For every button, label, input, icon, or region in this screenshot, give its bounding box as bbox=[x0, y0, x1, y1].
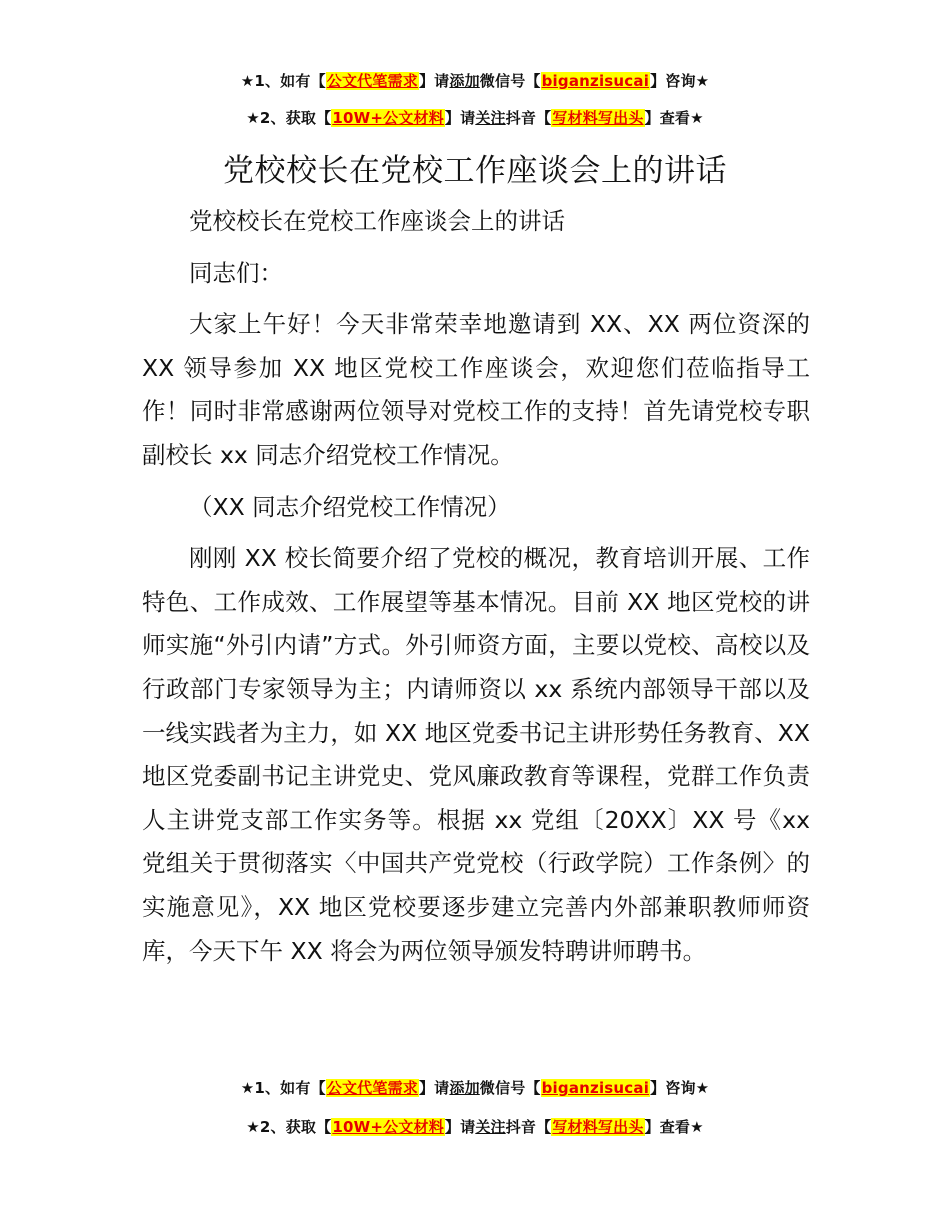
promo-highlight: 写材料写出头 bbox=[552, 1118, 644, 1136]
promo-underline: 关注 bbox=[475, 109, 506, 127]
promo-text: 】请 bbox=[418, 72, 450, 90]
promo-underline: 添加 bbox=[449, 1079, 480, 1097]
promo-line-2-bottom bbox=[0, 1116, 950, 1137]
promo-line-2-top bbox=[0, 107, 950, 128]
promo-highlight: 写材料写出头 bbox=[552, 109, 644, 127]
promo-text: 微信号【 bbox=[479, 1079, 541, 1097]
promo-highlight: biganzisucai bbox=[541, 72, 650, 90]
promo-text: ★1、如有【 bbox=[240, 1079, 326, 1097]
promo-text: 】请 bbox=[418, 1079, 450, 1097]
promo-text: ★2、获取【 bbox=[246, 109, 332, 127]
promo-text: 】查看★ bbox=[644, 1118, 704, 1136]
document-title: 党校校长在党校工作座谈会上的讲话 bbox=[223, 153, 727, 189]
promo-highlight: biganzisucai bbox=[541, 1079, 650, 1097]
promo-highlight: 10W+公文材料 bbox=[332, 109, 444, 127]
promo-text: 】咨询★ bbox=[650, 72, 710, 90]
promo-text: 微信号【 bbox=[479, 72, 541, 90]
salutation-paragraph: 同志们： bbox=[189, 258, 283, 287]
promo-text: ★2、获取【 bbox=[246, 1118, 332, 1136]
promo-highlight: 公文代笔需求 bbox=[326, 1079, 418, 1097]
promo-text: 】请 bbox=[444, 109, 476, 127]
promo-underline: 关注 bbox=[475, 1118, 506, 1136]
body-paragraph: 刚刚 XX 校长简要介绍了党校的概况，教育培训开展、工作特色、工作成效、工作展望等基本情况。目前 XX 地区党校的讲师实施“外引内请”方式。外引师资方面，主要以党校、高校以及行政部门专家领导为主；内请师资以 xx 系统内部领导干部以及一线实践者为主力，如 XX 地区党委书记主讲形势任务教育、XX 地区党委副书记主讲党史、党风廉政教育等课程，党群工作负责人主讲党支部工作实务等。根据 xx 党组〔20XX〕XX 号《xx 党组关于贯彻落实〈中国共产党党校（行政学院）工作条例〉的实施意见》，XX 地区党校要逐步建立完善内外部兼职教师师资库，今天下午 XX 将会为两位领导颁发特聘讲师聘书。 bbox=[142, 544, 810, 965]
promo-highlight: 10W+公文材料 bbox=[332, 1118, 444, 1136]
body-paragraph: （XX 同志介绍党校工作情况） bbox=[189, 492, 511, 521]
promo-text: 】咨询★ bbox=[650, 1079, 710, 1097]
promo-text: 抖音【 bbox=[505, 109, 552, 127]
promo-highlight: 公文代笔需求 bbox=[326, 72, 418, 90]
promo-text: 抖音【 bbox=[505, 1118, 552, 1136]
promo-text: ★1、如有【 bbox=[240, 72, 326, 90]
document-body bbox=[142, 200, 810, 973]
body-paragraph: 大家上午好！今天非常荣幸地邀请到 XX、XX 两位资深的 XX 领导参加 XX 地区党校工作座谈会，欢迎您们莅临指导工作！同时非常感谢两位领导对党校工作的支持！首先请党校专职副校长 xx 同志介绍党校工作情况。 bbox=[142, 310, 810, 469]
subtitle-paragraph: 党校校长在党校工作座谈会上的讲话 bbox=[189, 207, 565, 235]
promo-text: 】请 bbox=[444, 1118, 476, 1136]
promo-underline: 添加 bbox=[449, 72, 480, 90]
promo-line-1-bottom bbox=[0, 1077, 950, 1098]
promo-line-1-top bbox=[0, 70, 950, 91]
promo-text: 】查看★ bbox=[644, 109, 704, 127]
